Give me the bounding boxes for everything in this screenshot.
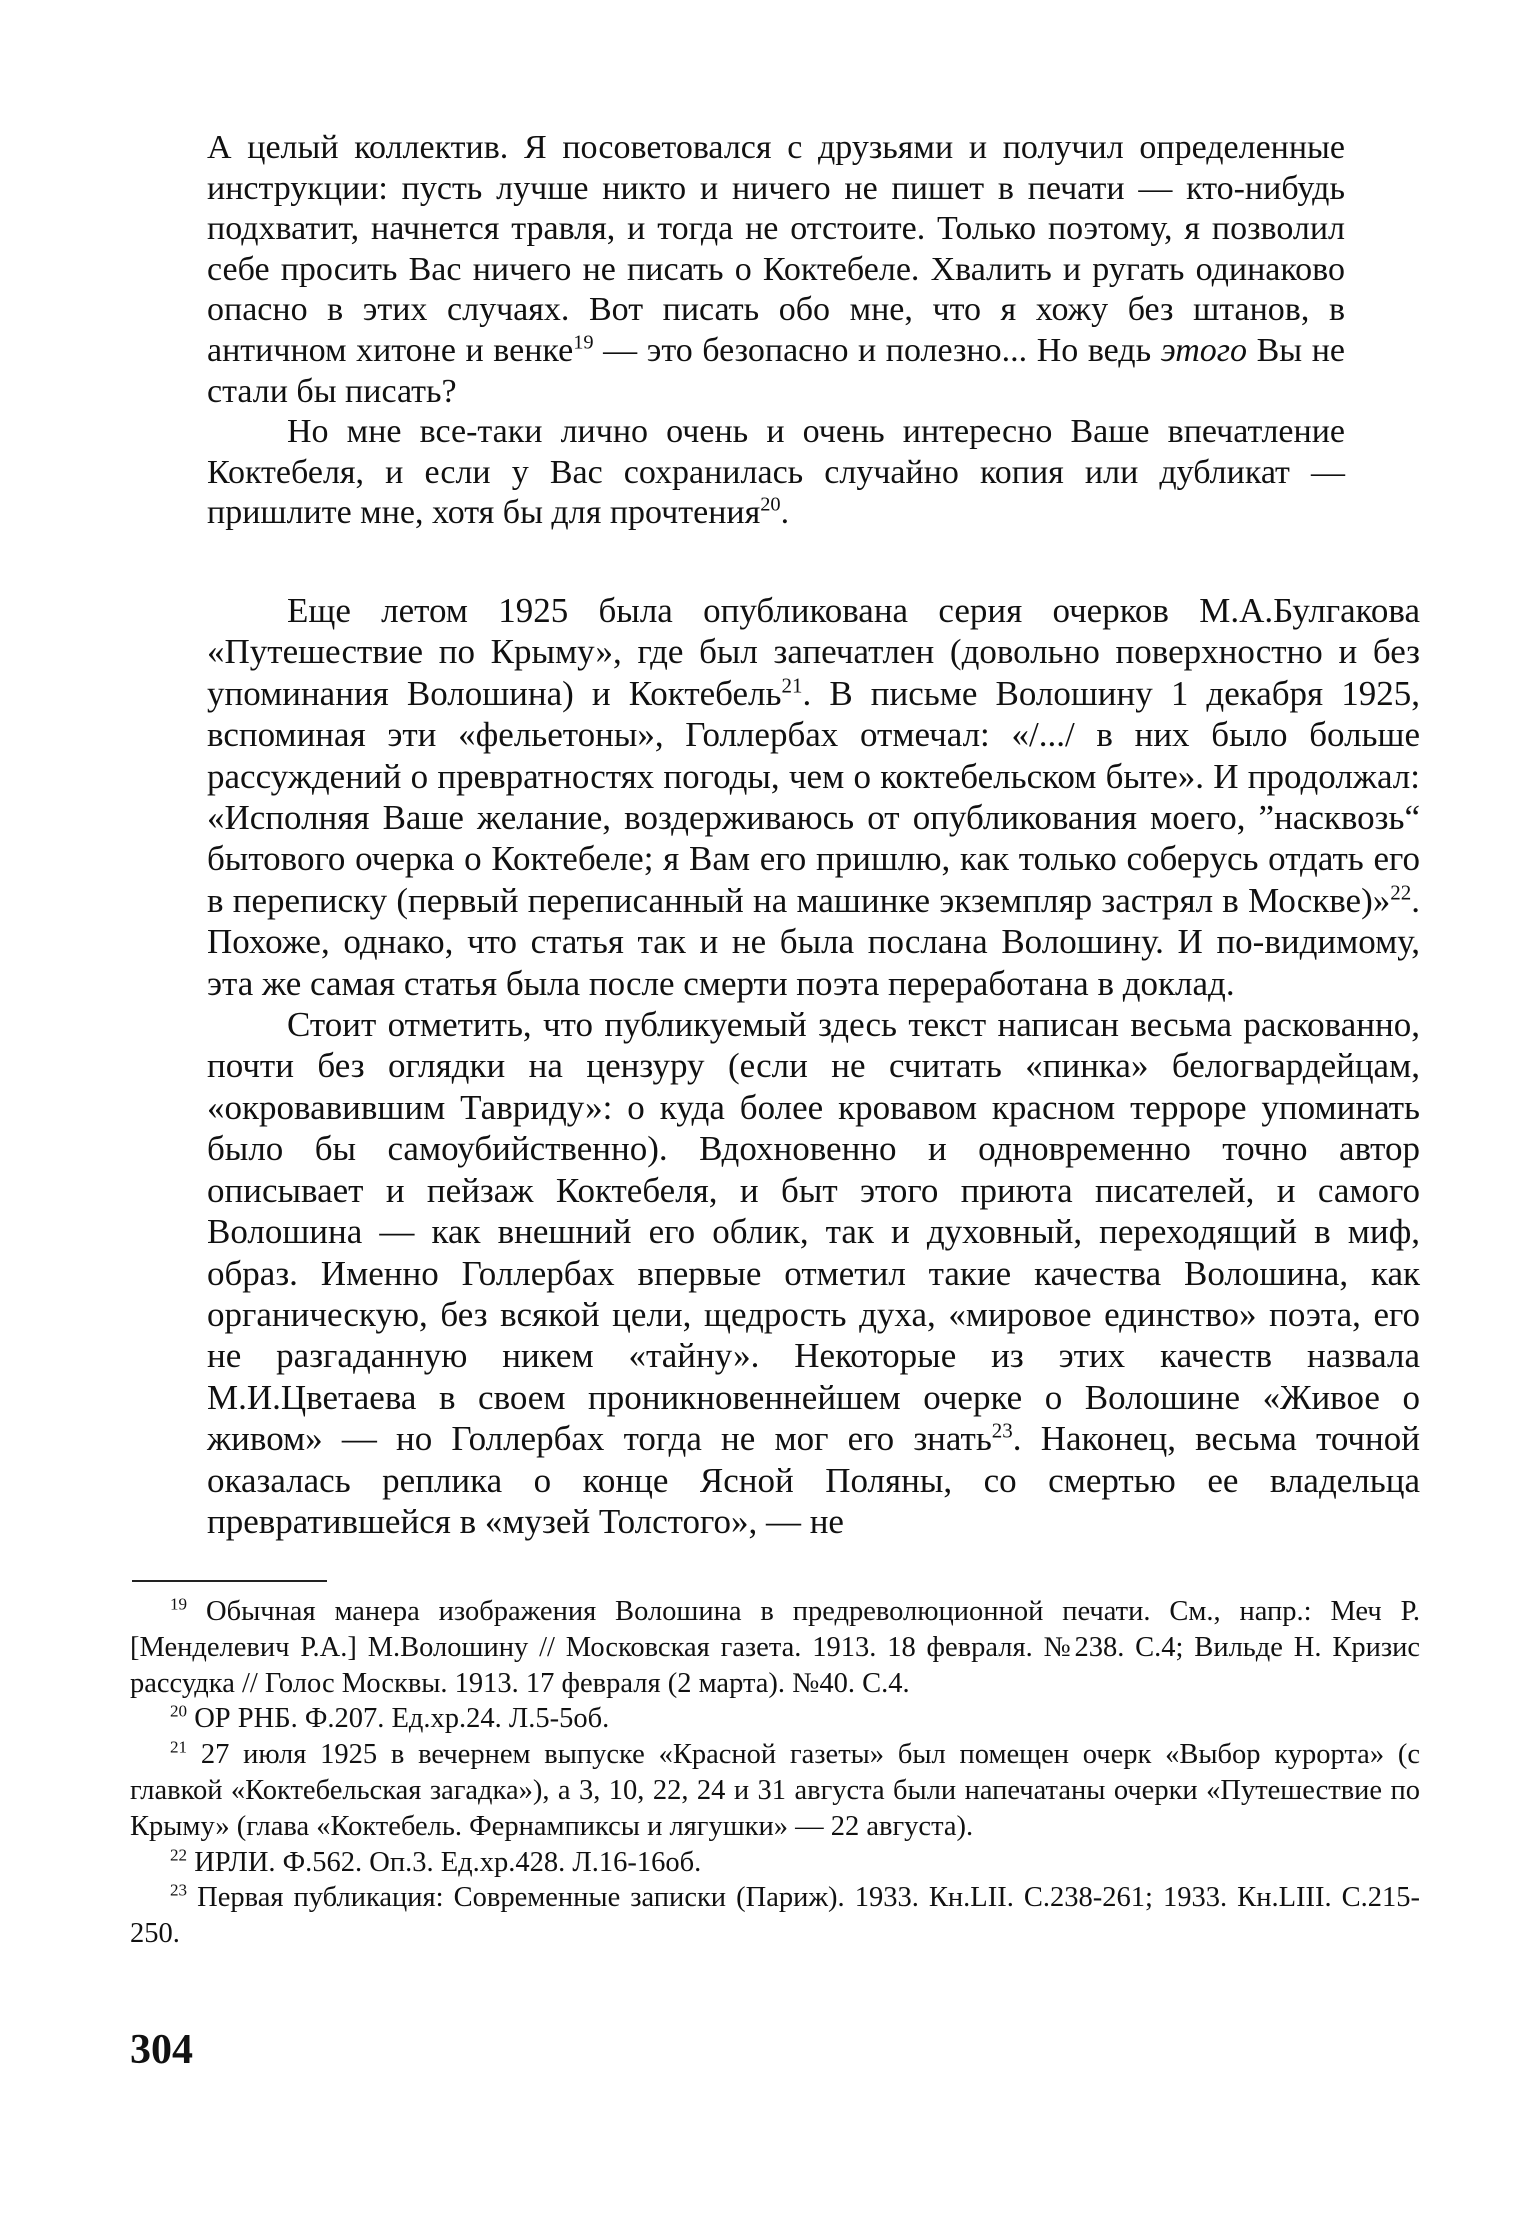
footnote-ref: 23 [991, 1418, 1013, 1443]
body-paragraph-2 [207, 1004, 1420, 1542]
body-text: . В письме Волошину 1 декабря 1925, вспоминая эти «фельетоны», Голлербах отмечал: «/.../ в них было больше рассуждений о превратностях погоды, чем о коктебельском быте». И продолжал: «Исполняя Ваше желание, воздерживаюсь от опубликования моего, ”насквозь“ бытового очерка о Коктебеле; я Вам его пришлю, как только соберусь отдать его в переписку (первый переписанный на машинке экземпляр застрял в Москве)» [207, 673, 1420, 920]
footnote-22 [130, 1845, 1420, 1881]
footnote-23 [130, 1880, 1420, 1952]
quote-paragraph-2 [207, 412, 1345, 534]
footnote-text: ОР РНБ. Ф.207. Ед.хр.24. Л.5-5об. [194, 1703, 610, 1735]
footnote-ref: 22 [1390, 880, 1412, 905]
page-number: 304 [130, 2027, 193, 2073]
body-text: . Похоже, однако, что статья так и не была послана Волошину. И по-видимому, эта же самая статья была после смерти поэта переработана в доклад. [207, 880, 1420, 1003]
body-paragraph-1 [207, 590, 1420, 1004]
body-text: . Наконец, весьма точной оказалась реплика о конце Ясной Поляны, со смертью ее владельца превратившейся в «музей Толстого», — не [207, 1419, 1420, 1541]
footnote-number: 21 [170, 1737, 188, 1757]
footnote-ref: 19 [573, 331, 594, 354]
footnote-21 [130, 1737, 1420, 1844]
footnotes [130, 1594, 1420, 1952]
footnote-number: 20 [170, 1701, 188, 1721]
footnote-text: Обычная манера изображения Волошина в предреволюционной печати. См., напр.: Меч Р. [Менделевич Р.А.] М.Волошину // Московская газета. 1913. 18 февраля. №238. С.4; Вильде Н. Кризис рассудка // Голос Москвы. 1913. 17 февраля (2 марта). №40. С.4. [130, 1596, 1420, 1699]
emphasis-text: этого [1160, 331, 1248, 369]
footnote-text: Первая публикация: Современные записки (Париж). 1933. Кн.LII. С.238-261; 1933. Кн.LIII. С.215-250. [130, 1882, 1421, 1950]
quote-text: . [780, 494, 790, 532]
footnote-text: ИРЛИ. Ф.562. Оп.3. Ед.хр.428. Л.16-16об. [194, 1846, 702, 1878]
footnote-number: 23 [170, 1880, 188, 1900]
body-text: Еще летом 1925 была опубликована серия очерков М.А.Булгакова «Путешествие по Крыму», где был запечатлен (довольно поверхностно и без упоминания Волошина) и Коктебель [207, 591, 1420, 713]
quote-paragraph-1 [207, 128, 1345, 412]
footnote-text: 27 июля 1925 в вечернем выпуске «Красной газеты» был помещен очерк «Выбор курорта» (с главкой «Коктебельская загадка»), а 3, 10, 22, 24 и 31 августа были напечатаны очерки «Путешествие по Крыму» (глава «Коктебель. Фернампиксы и лягушки» — 22 августа). [130, 1739, 1421, 1842]
footnote-19 [130, 1594, 1420, 1701]
quote-text: Но мне все-таки лично очень и очень интересно Ваше впечатление Коктебеля, и если у Вас сохранилась случайно копия или дубликат — пришлите мне, хотя бы для прочтения [207, 413, 1345, 532]
footnote-number: 22 [170, 1845, 188, 1865]
quote-text: Вы не стали бы писать? [207, 331, 1346, 410]
quote-text: — это безопасно и полезно... Но ведь [593, 331, 1161, 369]
footnote-ref: 21 [781, 673, 803, 698]
quote-text: А целый коллектив. Я посоветовался с друзьями и получил определенные инструкции: пусть лучше никто и ничего не пишет в печати — кто-нибудь подхватит, начнется травля, и тогда не отстоите. Только поэтому, я позволил себе просить Вас ничего не писать о Коктебеле. Хвалить и ругать одинаково опасно в этих случаях. Вот писать обо мне, что я хожу без штанов, в античном хитоне и венке [207, 129, 1345, 369]
main-text [207, 590, 1420, 1542]
footnote-ref: 20 [760, 494, 781, 517]
footnote-20 [130, 1701, 1420, 1737]
footnote-number: 19 [170, 1594, 188, 1614]
footnote-divider [132, 1580, 327, 1582]
body-text: Стоит отметить, что публикуемый здесь текст написан весьма раскованно, почти без оглядки на цензуру (если не считать «пинка» белогвардейцам, «окровавившим Тавриду»: о куда более кровавом красном терроре упоминать было бы самоубийственно). Вдохновенно и одновременно точно автор описывает и пейзаж Коктебеля, и быт этого приюта писателей, и самого Волошина — как внешний его облик, так и духовный, переходящий в миф, образ. Именно Голлербах впервые отметил такие качества Волошина, как органическую, без всякой цели, щедрость духа, «мировое единство» поэта, его не разгаданную никем «тайну». Некоторые из этих качеств назвала М.И.Цветаева в своем проникновеннейшем очерке о Волошине «Живое о живом» — но Голлербах тогда не мог его знать [207, 1005, 1420, 1459]
block-quote [207, 128, 1345, 534]
